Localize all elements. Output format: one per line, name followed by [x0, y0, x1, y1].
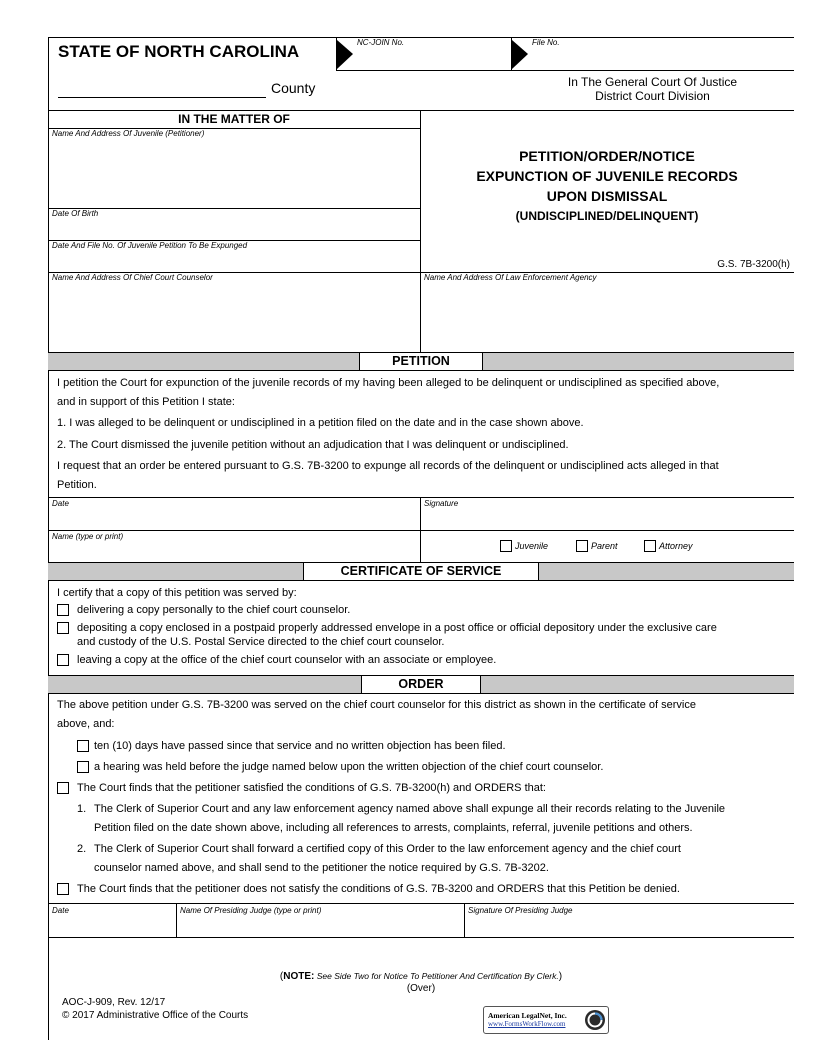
county-field[interactable]: [58, 80, 266, 97]
hearing-held-label: a hearing was held before the judge named below upon the written objection of the chief court counselor.: [94, 761, 604, 773]
petition-name-field[interactable]: [50, 543, 418, 561]
finds-not-satisfied-checkbox[interactable]: [57, 883, 69, 895]
footer-over: (Over): [406, 983, 436, 994]
left-border: [48, 37, 49, 1040]
petition-item-1: 1. I was alleged to be delinquent or undisciplined in a petition filed on the date and in the case shown above.: [57, 417, 584, 429]
order-text-1a: The above petition under G.S. 7B-3200 was served on the chief court counselor for this district as shown in the certificate of service: [57, 699, 696, 711]
order-date-field[interactable]: [50, 917, 174, 936]
form-title-3: UPON DISMISSAL: [546, 188, 668, 204]
dob-label: Date Of Birth: [52, 209, 99, 218]
petition-text-2a: I request that an order be entered pursuant to G.S. 7B-3200 to expunge all records of the delinquent or undisciplined acts alleged in that: [57, 460, 719, 472]
order-item-1-number: 1.: [77, 803, 87, 815]
legalnet-emblem-icon: [584, 1009, 606, 1031]
attorney-checkbox[interactable]: [644, 540, 656, 552]
finds-not-satisfied-label: The Court finds that the petitioner does not satisfy the conditions of G.S. 7B-3200 and ORDERS that this Petition be denied.: [77, 883, 680, 895]
order-item-2-number: 2.: [77, 843, 87, 855]
service-mail-label-a: depositing a copy enclosed in a postpaid properly addressed envelope in a post office or official depository under the exclusive care: [77, 622, 717, 634]
juvenile-name-label: Name And Address Of Juvenile (Petitioner): [52, 129, 205, 138]
court-line-1: In The General Court Of Justice: [567, 75, 738, 89]
order-item-2b: counselor named above, and shall send to the petitioner the notice required by G.S. 7B-3202.: [94, 862, 549, 874]
dob-field[interactable]: [50, 220, 418, 239]
footer-note: (NOTE: See Side Two for Notice To Petitioner And Certification By Clerk.): [279, 971, 563, 982]
service-personal-label: delivering a copy personally to the chief court counselor.: [77, 604, 351, 616]
file-no-label: File No.: [532, 38, 560, 47]
matter-heading: IN THE MATTER OF: [178, 112, 290, 126]
juvenile-checkbox-label: Juvenile: [515, 541, 549, 551]
file-no-arrow-icon: [511, 37, 531, 71]
petition-item-2: 2. The Court dismissed the juvenile petition without an adjudication that I was delinquent or undisciplined.: [57, 439, 569, 451]
order-text-1b: above, and:: [57, 718, 115, 730]
chief-counselor-field[interactable]: [50, 284, 418, 350]
nc-join-label: NC-JOIN No.: [357, 38, 405, 47]
court-line-2: District Court Division: [595, 89, 710, 103]
service-personal-checkbox[interactable]: [57, 604, 69, 616]
order-item-1b: Petition filed on the date shown above, including all references to arrests, complaints, referral, juvenile petitions and others.: [94, 822, 693, 834]
form-title-2: EXPUNCTION OF JUVENILE RECORDS: [476, 168, 738, 184]
petition-date-label: Date: [52, 499, 69, 508]
no-objection-label: ten (10) days have passed since that service and no written objection has been filed.: [94, 740, 506, 752]
service-office-label: leaving a copy at the office of the chief court counselor with an associate or employee.: [77, 654, 497, 666]
petition-heading: PETITION: [359, 353, 483, 370]
no-objection-checkbox[interactable]: [77, 740, 89, 752]
certificate-heading: CERTIFICATE OF SERVICE: [303, 563, 539, 580]
date-file-no-label: Date And File No. Of Juvenile Petition To Be Expunged: [52, 241, 248, 250]
petition-name-label: Name (type or print): [52, 532, 124, 541]
juvenile-name-field[interactable]: [50, 140, 418, 207]
order-item-2a: The Clerk of Superior Court shall forward a certified copy of this Order to the law enforcement agency and the chief court: [94, 843, 681, 855]
judge-signature-label: Signature Of Presiding Judge: [468, 906, 573, 915]
law-enforcement-label: Name And Address Of Law Enforcement Agency: [424, 273, 597, 282]
judge-name-field[interactable]: [178, 917, 462, 936]
petition-text-1b: and in support of this Petition I state:: [57, 396, 235, 408]
form-number: AOC-J-909, Rev. 12/17: [62, 997, 166, 1008]
copyright: © 2017 Administrative Office of the Courts: [62, 1010, 249, 1021]
petition-signature-field[interactable]: [423, 510, 793, 529]
nc-join-field[interactable]: [358, 48, 508, 68]
chief-counselor-label: Name And Address Of Chief Court Counselor: [52, 273, 213, 282]
petition-text-2b: Petition.: [57, 479, 97, 491]
law-enforcement-field[interactable]: [423, 284, 793, 350]
service-office-checkbox[interactable]: [57, 654, 69, 666]
petition-signature-label: Signature: [424, 499, 459, 508]
finds-satisfied-checkbox[interactable]: [57, 782, 69, 794]
attorney-checkbox-label: Attorney: [659, 541, 693, 551]
nc-join-arrow-icon: [336, 37, 356, 71]
parent-checkbox[interactable]: [576, 540, 588, 552]
order-date-label: Date: [52, 906, 69, 915]
statute-ref: G.S. 7B-3200(h): [717, 259, 790, 270]
judge-signature-field[interactable]: [466, 917, 792, 936]
order-item-1a: The Clerk of Superior Court and any law enforcement agency named above shall expunge all their records relating to the Juvenile: [94, 803, 726, 815]
service-mail-checkbox[interactable]: [57, 622, 69, 634]
finds-satisfied-label: The Court finds that the petitioner satisfied the conditions of G.S. 7B-3200(h) and ORDERS that:: [77, 782, 546, 794]
top-border: [48, 37, 794, 38]
order-heading: ORDER: [361, 676, 481, 693]
file-no-field[interactable]: [533, 48, 791, 68]
petition-date-field[interactable]: [50, 510, 418, 529]
judge-name-label: Name Of Presiding Judge (type or print): [180, 906, 322, 915]
date-file-no-field[interactable]: [50, 252, 418, 271]
county-label: County: [271, 80, 316, 96]
juvenile-checkbox[interactable]: [500, 540, 512, 552]
petition-text-1a: I petition the Court for expunction of the juvenile records of my having been alleged to be delinquent or undisciplined as specified above,: [57, 377, 720, 389]
certificate-intro: I certify that a copy of this petition was served by:: [57, 587, 297, 599]
form-title-1: PETITION/ORDER/NOTICE: [519, 148, 695, 164]
state-title: STATE OF NORTH CAROLINA: [58, 42, 300, 61]
service-mail-label-b: and custody of the U.S. Postal Service directed to the chief court counselor.: [77, 636, 445, 648]
legalnet-logo[interactable]: American LegalNet, Inc. www.FormsWorkFlow.com: [483, 1006, 609, 1034]
form-subtitle: (UNDISCIPLINED/DELINQUENT): [515, 209, 699, 223]
parent-checkbox-label: Parent: [591, 541, 618, 551]
hearing-held-checkbox[interactable]: [77, 761, 89, 773]
